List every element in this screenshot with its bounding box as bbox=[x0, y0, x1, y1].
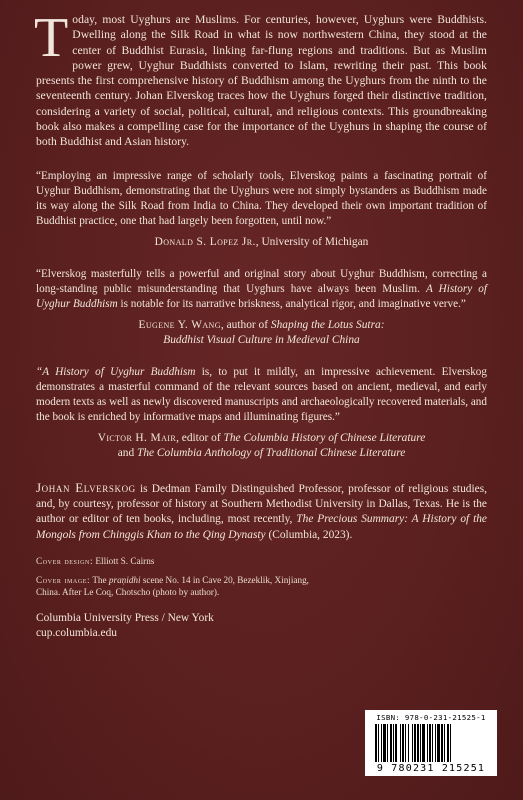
endorser-role: , editor of bbox=[176, 431, 224, 444]
endorsement-attribution-2 bbox=[36, 318, 487, 348]
barcode-bar bbox=[412, 724, 413, 762]
quote-book-title: “A History of Uyghur Buddhism bbox=[36, 365, 196, 378]
barcode-bar bbox=[427, 724, 428, 762]
barcode-bar bbox=[420, 724, 421, 762]
endorsement-attribution-1 bbox=[36, 235, 487, 250]
barcode-bar bbox=[405, 724, 406, 762]
endorsement-quote-1: “Employing an impressive range of scholarly tools, Elverskog paints a fascinating portrait of Uyghur Buddhism, demonstrating that the Uyghurs were not simply bystanders as Buddhism made its way along the Silk Road from India to China. They developed their own important tradition of Buddhist practice, one that had largely been forgotten, until now.” bbox=[36, 169, 487, 227]
barcode-bar bbox=[390, 724, 392, 762]
credit-term: praṇidhi bbox=[108, 574, 141, 585]
bio-text: is Dedman Family Distinguished Professor, professor of religious studies, and, by courtesy, professor of history at Southern Methodist University in Dallas, Texas. He is the author or editor of ten books, including, most recently, bbox=[36, 482, 487, 526]
barcode-bar bbox=[393, 724, 394, 762]
credit-value: The bbox=[90, 574, 109, 585]
barcode-bar bbox=[381, 724, 382, 762]
endorser-and: and bbox=[117, 446, 137, 459]
quote-text: is, to put it mildly, an impressive achievement. Elverskog demonstrates a masterful command of the relevant sources based on ancient, medieval, and early modern texts as well as newly discovered manuscripts and archaeologically recovered materials, and the book is enriched by informative maps and illuminating figures.” bbox=[36, 365, 487, 423]
quote-text: “Elverskog masterfully tells a powerful and original story about Uyghur Buddhism, correcting a long-standing public misunderstanding that Uyghurs have always been Muslim. bbox=[36, 267, 487, 295]
barcode-bar bbox=[387, 724, 388, 762]
publisher-name: Columbia University Press / New York bbox=[36, 611, 214, 624]
endorsement-quote-3 bbox=[36, 365, 487, 425]
credit-value: scene No. 14 in Cave 20, Bezeklik, Xinjiang, China. After Le Coq, Chotscho (photo by author). bbox=[36, 574, 309, 598]
endorser-affiliation: , University of Michigan bbox=[255, 235, 369, 248]
barcode-bar bbox=[441, 724, 443, 762]
isbn-barcode bbox=[365, 710, 497, 776]
endorsement-quote-2 bbox=[36, 267, 487, 312]
author-bio bbox=[36, 480, 487, 544]
bio-book-title: The Precious Summary: A History of the Mongols from Chinggis Khan to the Qing Dynasty bbox=[36, 513, 487, 541]
publisher-url[interactable]: cup.columbia.edu bbox=[36, 627, 117, 640]
endorser-name: Donald S. Lopez Jr. bbox=[154, 235, 256, 248]
endorser-book-subtitle: Buddhist Visual Culture in Medieval China bbox=[163, 333, 360, 346]
endorser-name: Eugene Y. Wang bbox=[138, 318, 221, 331]
endorser-book: Shaping the Lotus Sutra: bbox=[270, 318, 385, 331]
barcode-bar bbox=[383, 724, 386, 762]
endorser-role: , author of bbox=[220, 318, 271, 331]
barcode-bar bbox=[429, 724, 431, 762]
barcode-bar bbox=[414, 724, 416, 762]
endorser-name: Victor H. Mair bbox=[97, 431, 177, 444]
quote-book-title: A History of Uyghur Buddhism bbox=[36, 282, 487, 310]
endorser-book-2: The Columbia Anthology of Traditional Chinese Literature bbox=[136, 446, 406, 459]
barcode-bar bbox=[447, 724, 449, 762]
credit-label: Cover design: bbox=[36, 556, 94, 567]
credit-value: Elliott S. Cairns bbox=[93, 556, 155, 567]
endorser-book: The Columbia History of Chinese Literature bbox=[223, 431, 426, 444]
barcode-bar bbox=[375, 724, 377, 762]
description-blurb bbox=[34, 7, 487, 150]
credit-label: Cover image: bbox=[36, 574, 91, 585]
barcode-bar bbox=[378, 724, 379, 762]
barcode-bar bbox=[402, 724, 404, 762]
barcode-bar bbox=[422, 724, 425, 762]
barcode-bars bbox=[375, 724, 487, 762]
drop-cap: T bbox=[34, 7, 69, 69]
barcode-bar bbox=[417, 724, 419, 762]
isbn-label: ISBN: 978-0-231-21525-1 bbox=[376, 713, 486, 722]
barcode-bar bbox=[432, 724, 433, 762]
isbn-digits: 9 780231 215251 bbox=[376, 763, 486, 774]
endorsement-attribution-3 bbox=[36, 431, 487, 461]
barcode-bar bbox=[450, 724, 451, 762]
barcode-bar bbox=[437, 724, 440, 762]
cover-image-credit bbox=[36, 574, 311, 599]
barcode-bar bbox=[444, 724, 445, 762]
cover-design-credit bbox=[36, 555, 487, 567]
quote-text: is notable for its narrative briskness, analytical rigor, and imaginative verve.” bbox=[117, 297, 466, 310]
barcode-bar bbox=[400, 724, 401, 762]
blurb-text: oday, most Uyghurs are Muslims. For centuries, however, Uyghurs were Buddhists. Dwelling along the Silk Road in what is now northwestern China, they stood at the center of Buddhist Eurasia, linking far-flung regions and traditions. But as Muslim power grew, Uyghur Buddhists converted to Islam, rewriting their past. This book presents the first comprehensive history of Buddhism among the Uyghurs from the ninth to the seventeenth century. Johan Elverskog traces how the Uyghurs forged their distinctive tradition, considering a variety of social, political, cultural, and religious contexts. This groundbreaking book also makes a compelling case for the importance of the Uyghurs in shaping the course of both Buddhist and Asian history. bbox=[36, 13, 487, 149]
barcode-bar bbox=[408, 724, 409, 762]
author-name: Johan Elverskog bbox=[36, 479, 136, 495]
bio-text: (Columbia, 2023). bbox=[265, 528, 353, 541]
barcode-bar bbox=[395, 724, 397, 762]
barcode-bar bbox=[435, 724, 436, 762]
